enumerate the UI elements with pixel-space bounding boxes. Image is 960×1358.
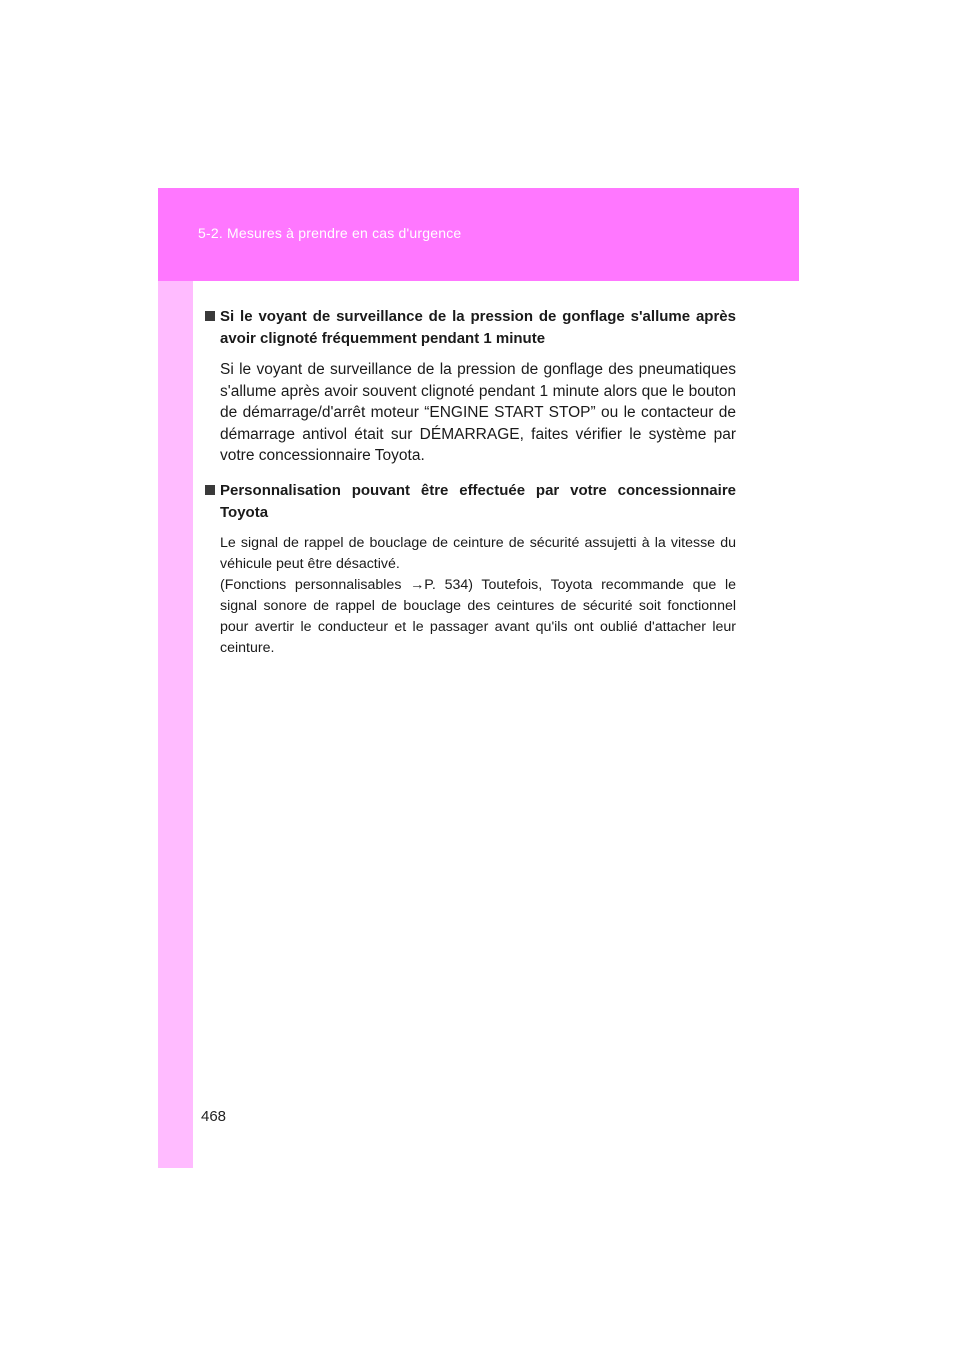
header-band [158,188,799,281]
paragraph-line: Le signal de rappel de bouclage de ceinture de sécurité assujetti à la vitesse du véhicule peut être désactivé. [220,534,736,572]
paragraph-line: (Fonctions personnalisables →P. 534) Toutefois, Toyota recommande que le signal sonore de rappel de bouclage des ceintures de sécurité soit fonctionnel pour avertir le conducteur et le passager avant qu'ils ont oublié d'attacher leur ceinture. [220,576,736,656]
section-heading [205,306,736,350]
page-number: 468 [201,1108,227,1125]
side-strip [158,281,193,1168]
section-dealer-customization [205,480,736,659]
section-heading-text: Personnalisation pouvant être effectuée par votre concessionnaire Toyota [220,481,736,521]
page-content [205,306,736,659]
section-heading-text: Si le voyant de surveillance de la pression de gonflage s'allume après avoir clignoté fréquemment pendant 1 minute [220,308,736,347]
section-tire-pressure-warning [205,306,736,467]
square-bullet-icon [205,485,215,495]
square-bullet-icon [205,311,215,321]
section-paragraph: Si le voyant de surveillance de la pression de gonflage des pneumatiques s'allume après avoir souvent clignoté pendant 1 minute alors que le bouton de démarrage/d'arrêt moteur “ENGINE START STOP” ou le contacteur de démarrage antivol était sur DÉMARRAGE, faites vérifier le système par votre concessionnaire Toyota. [220,361,736,464]
section-heading [205,480,736,524]
section-paragraph [220,533,736,659]
section-breadcrumb: 5-2. Mesures à prendre en cas d'urgence [198,225,462,241]
